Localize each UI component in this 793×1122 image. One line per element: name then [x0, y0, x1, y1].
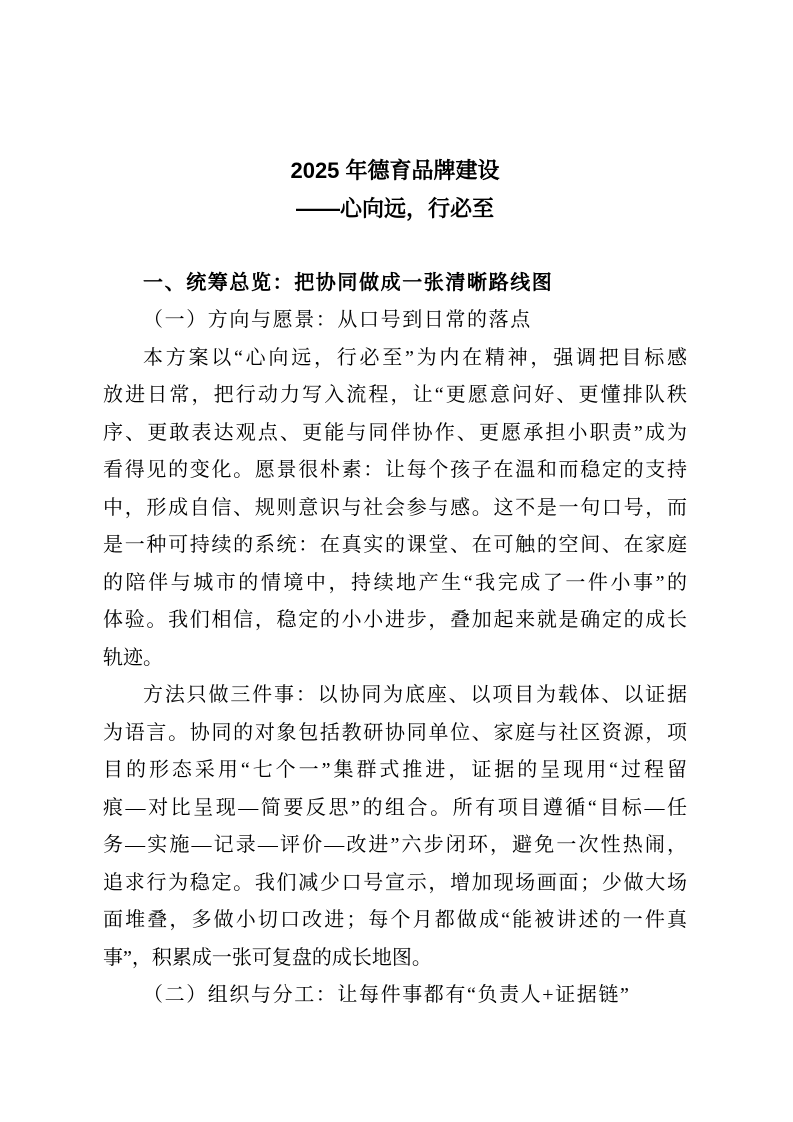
title-body-spacer — [103, 227, 687, 265]
paragraph-text-line: 面堆叠，多做小切口改进；每个月都做成“能被讲述的一件真 — [103, 909, 687, 931]
paragraph-text-line: 方法只做三件事：以协同为底座、以项目为载体、以证据 — [143, 684, 687, 706]
paragraph-text-line: 中，形成自信、规则意识与社会参与感。这不是一句口号，而 — [103, 496, 687, 519]
doc-subtitle: ——心向远，行必至 — [295, 195, 494, 221]
paragraph-text-line: 是一种可持续的系统：在真实的课堂、在可触的空间、在家庭 — [103, 534, 687, 556]
paragraph-text-line: 轨迹。 — [103, 646, 163, 669]
paragraph-text-line: 体验。我们相信，稳定的小小进步，叠加起来就是确定的成长 — [103, 609, 687, 631]
sub-heading: （一）方向与愿景：从口号到日常的落点 — [143, 309, 532, 331]
paragraph-text-line: 的陪伴与城市的情境中，持续地产生“我完成了一件小事”的 — [103, 571, 687, 594]
paragraph-text-line: 看得见的变化。愿景很朴素：让每个孩子在温和而稳定的支持 — [103, 459, 687, 481]
doc-title: 2025 年德育品牌建设 — [290, 158, 500, 183]
paragraph-text-line: 本方案以“心向远，行必至”为内在精神，强调把目标感 — [143, 346, 687, 369]
sub-heading: （二）组织与分工：让每件事都有“负责人+证据链” — [143, 984, 631, 1006]
doc-body — [103, 265, 687, 1015]
paragraph-text-line: 为语言。协同的对象包括教研协同单位、家庭与社区资源，项 — [103, 721, 687, 744]
section-heading: 一、统筹总览：把协同做成一张清晰路线图 — [143, 271, 554, 294]
paragraph-text-line: 序、更敢表达观点、更能与同伴协作、更愿承担小职责”成为 — [103, 421, 687, 444]
paragraph-text-line: 放进日常，把行动力写入流程，让“更愿意问好、更懂排队秩 — [103, 384, 687, 406]
paragraph-text-line: 追求行为稳定。我们减少口号宣示，增加现场画面；少做大场 — [103, 871, 687, 894]
paragraph-text-line: 务—实施—记录—评价—改进”六步闭环，避免一次性热闹， — [103, 834, 687, 856]
paragraph-text-line: 痕—对比呈现—简要反思”的组合。所有项目遵循“目标—任 — [103, 796, 687, 819]
paragraph-text-line: 目的形态采用“七个一”集群式推进，证据的呈现用“过程留 — [103, 759, 687, 781]
paragraph-text-line: 事”，积累成一张可复盘的成长地图。 — [103, 946, 432, 969]
